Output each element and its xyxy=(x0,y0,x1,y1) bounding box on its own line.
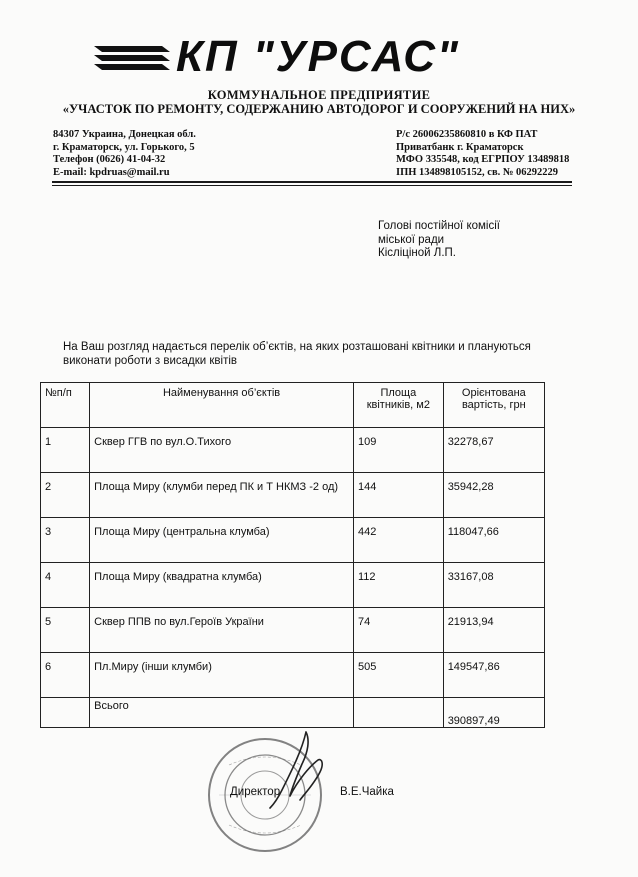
signature-position: Директор xyxy=(230,786,281,798)
address-line: г. Краматорск, ул. Горького, 5 xyxy=(53,141,195,153)
cell-area: 442 xyxy=(353,518,443,563)
logo-text: КП "УРСАС" xyxy=(176,32,460,81)
logo-stripes-icon xyxy=(92,44,172,74)
cell-area: 112 xyxy=(353,563,443,608)
total-cost: 390897,49 xyxy=(443,698,544,728)
email-line: E-mail: kpdruas@mail.ru xyxy=(53,166,170,178)
cell-num: 6 xyxy=(41,653,90,698)
cell-cost: 33167,08 xyxy=(443,563,544,608)
header-num: №п/п xyxy=(41,383,90,428)
table-row xyxy=(41,653,545,698)
cell-cost: 21913,94 xyxy=(443,608,544,653)
bank-line: ІПН 134898105152, св. № 06292229 xyxy=(396,166,559,178)
header-name: Найменування об’єктів xyxy=(90,383,354,428)
cell-num: 2 xyxy=(41,473,90,518)
bank-line: МФО 335548, код ЕГРПОУ 13489818 xyxy=(396,154,570,166)
intro-paragraph: На Ваш розгляд надається перелік об’єктів, на яких розташовані квітники и плануються виконати роботи з висадки квітів xyxy=(63,341,531,367)
cell-cost: 32278,67 xyxy=(443,428,544,473)
cell-area: 505 xyxy=(353,653,443,698)
cell-name: Площа Миру (клумби перед ПК и Т НКМЗ -2 од) xyxy=(90,473,354,518)
table-row xyxy=(41,428,545,473)
cell-empty xyxy=(41,698,90,728)
header-divider xyxy=(52,185,572,186)
cell-empty xyxy=(353,698,443,728)
cell-name: Площа Миру (центральна клумба) xyxy=(90,518,354,563)
table-row xyxy=(41,473,545,518)
cell-area: 144 xyxy=(353,473,443,518)
table-row xyxy=(41,518,545,563)
table-row xyxy=(41,608,545,653)
bank-line: Р/с 26006235860810 в КФ ПАТ xyxy=(396,129,538,140)
bank-details xyxy=(396,129,569,179)
cell-num: 1 xyxy=(41,428,90,473)
cell-area: 74 xyxy=(353,608,443,653)
addressee-line: Кісліціной Л.П. xyxy=(378,247,456,259)
cell-name: Сквер ГГВ по вул.О.Тихого xyxy=(90,428,354,473)
table-header-row xyxy=(41,383,545,428)
header-area: Площа квітників, м2 xyxy=(353,383,443,428)
addressee-line: міської ради xyxy=(378,233,445,246)
bank-line: Приватбанк г. Краматорск xyxy=(396,141,524,153)
org-type: КОММУНАЛЬНОЕ ПРЕДПРИЯТИЕ xyxy=(207,88,431,102)
objects-table xyxy=(40,382,545,728)
cell-cost: 35942,28 xyxy=(443,473,544,518)
table-total-row xyxy=(41,698,545,728)
cell-cost: 149547,86 xyxy=(443,653,544,698)
header-cost: Орієнтована вартість, грн xyxy=(443,383,544,428)
director-signature xyxy=(262,730,332,810)
header-divider xyxy=(52,181,572,183)
cell-area: 109 xyxy=(353,428,443,473)
total-label: Всього xyxy=(90,698,354,728)
cell-name: Сквер ППВ по вул.Героїв України xyxy=(90,608,354,653)
address-line: 84307 Украина, Донецкая обл. xyxy=(53,129,196,140)
addressee-line: Голові постійної комісії xyxy=(378,220,500,232)
cell-num: 5 xyxy=(41,608,90,653)
addressee-block xyxy=(378,220,500,261)
signature-name: В.Е.Чайка xyxy=(340,786,394,798)
org-name: «УЧАСТОК ПО РЕМОНТУ, СОДЕРЖАНИЮ АВТОДОРОГ И СООРУЖЕНИЙ НА НИХ» xyxy=(62,102,576,116)
cell-name: Площа Миру (квадратна клумба) xyxy=(90,563,354,608)
cell-num: 3 xyxy=(41,518,90,563)
phone-line: Телефон (0626) 41-04-32 xyxy=(53,154,166,166)
cell-cost: 118047,66 xyxy=(443,518,544,563)
cell-num: 4 xyxy=(41,563,90,608)
cell-name: Пл.Миру (інши клумби) xyxy=(90,653,354,698)
contacts-left xyxy=(53,129,196,179)
table-row xyxy=(41,563,545,608)
company-logo xyxy=(92,32,562,90)
